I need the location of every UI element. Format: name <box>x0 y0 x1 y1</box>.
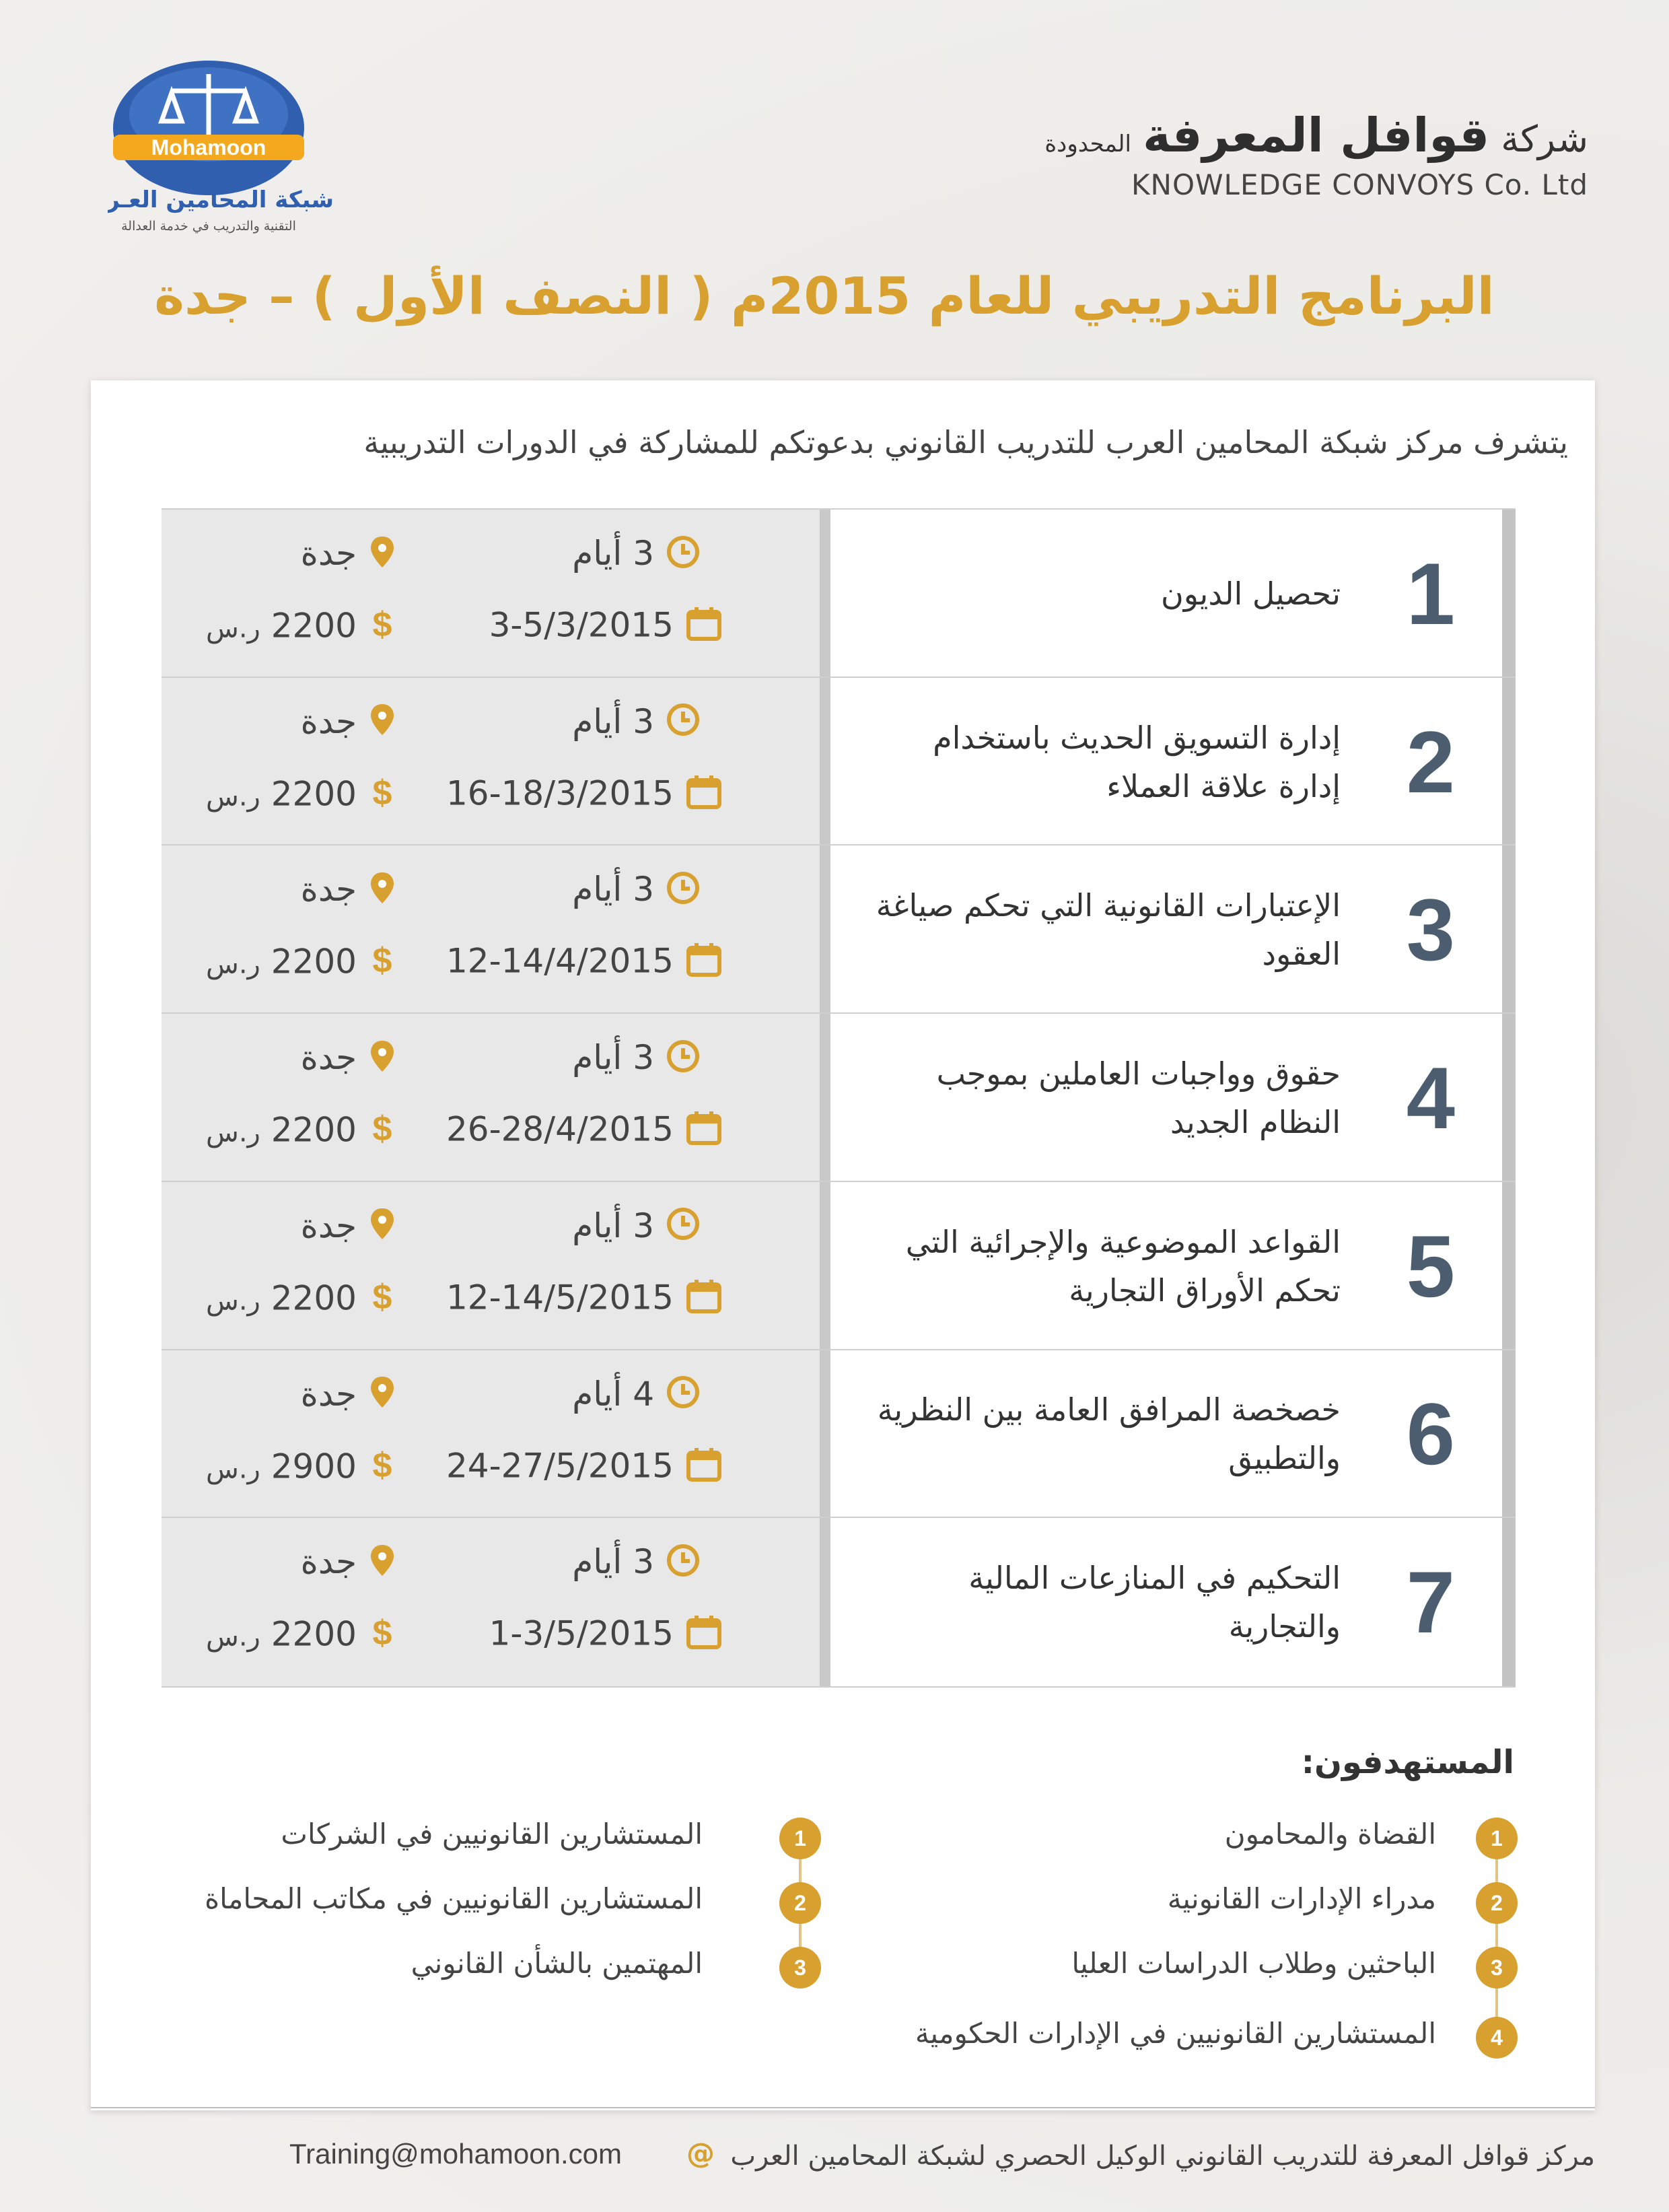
company-name: قوافل المعرفة <box>1143 108 1490 163</box>
course-number: 6 <box>1406 1385 1455 1484</box>
course-title-cell <box>830 1014 1516 1182</box>
calendar-icon <box>686 1278 722 1322</box>
course-city: جدة <box>301 1038 396 1081</box>
course-row <box>162 1012 1516 1182</box>
currency-label: ر.س <box>205 1453 260 1485</box>
course-title: حقوق وواجبات العاملين بموجب النظام الجديد <box>936 1055 1341 1140</box>
course-details-cell <box>162 510 820 678</box>
course-date: 24-27/5/2015 <box>446 1446 722 1490</box>
target-item: مدراء الإدارات القانونية <box>1167 1882 1436 1915</box>
dollar-icon <box>369 1446 396 1492</box>
clock-icon <box>666 1207 700 1249</box>
svg-text:التقنية والتدريب في خدمة العدا: التقنية والتدريب في خدمة العدالة <box>121 219 296 234</box>
program-title: البرنامج التدريبي للعام 2015م ( النصف الأول ) – جدة <box>154 266 1495 326</box>
course-row <box>162 508 1516 678</box>
course-price: $ 2200 ر.س <box>206 773 396 819</box>
course-details-cell <box>162 845 820 1014</box>
course-price: $ 2200 ر.س <box>206 941 396 987</box>
course-title-cell <box>830 1350 1516 1519</box>
column-divider <box>820 510 830 678</box>
course-details-cell <box>162 1182 820 1350</box>
course-title-cell <box>830 510 1516 678</box>
course-number: 2 <box>1406 712 1455 811</box>
currency-label: ر.س <box>205 948 260 980</box>
target-item: القضاة والمحامون <box>1224 1818 1436 1851</box>
row-edge <box>1502 510 1516 678</box>
course-title: تحصيل الديون <box>1160 575 1341 612</box>
course-row <box>162 1349 1516 1519</box>
clock-icon <box>666 871 700 913</box>
calendar-icon <box>686 1614 722 1658</box>
course-duration: 3 أيام <box>572 702 700 745</box>
course-number: 3 <box>1406 880 1455 979</box>
svg-text:Mohamoon: Mohamoon <box>151 135 267 160</box>
currency-label: ر.س <box>205 781 260 813</box>
course-details-cell <box>162 678 820 846</box>
currency-label: ر.س <box>205 1117 260 1148</box>
location-pin-icon <box>369 1544 396 1585</box>
location-pin-icon <box>369 871 396 913</box>
target-number-badge: 1 <box>1476 1818 1518 1859</box>
courses-table <box>162 508 1516 1685</box>
svg-text:$: $ <box>372 1445 392 1484</box>
row-edge <box>1502 678 1516 846</box>
course-title: القواعد الموضوعية والإجرائية التي تحكم الأوراق التجارية <box>905 1223 1341 1309</box>
dollar-icon <box>369 1109 396 1155</box>
calendar-icon <box>686 605 722 650</box>
svg-text:شبكة المحامين العـرب: شبكة المحامين العـرب <box>108 186 334 213</box>
course-duration: 3 أيام <box>572 1038 700 1081</box>
svg-text:$: $ <box>372 1614 392 1652</box>
target-item: المهتمين بالشأن القانوني <box>411 1947 703 1980</box>
course-duration: 4 أيام <box>572 1375 700 1418</box>
course-details-cell <box>162 1350 820 1519</box>
currency-label: ر.س <box>205 1285 260 1317</box>
footer-email[interactable]: Training@mohamoon.com <box>289 2138 622 2170</box>
intro-text: يتشرف مركز شبكة المحامين العرب للتدريب القانوني بدعوتكم للمشاركة في الدورات التدريبية <box>363 424 1568 460</box>
clock-icon <box>666 1544 700 1585</box>
target-item: الباحثين وطلاب الدراسات العليا <box>1071 1947 1436 1980</box>
company-name-english: KNOWLEDGE CONVOYS Co. Ltd <box>1131 168 1588 201</box>
calendar-icon <box>686 1446 722 1490</box>
course-title: التحكيم في المنازعات المالية والتجارية <box>968 1560 1341 1645</box>
column-divider <box>820 1182 830 1350</box>
dollar-icon <box>369 1278 396 1323</box>
clock-icon <box>666 535 700 577</box>
course-details-cell <box>162 1014 820 1182</box>
course-date: 1-3/5/2015 <box>489 1614 722 1658</box>
svg-text:.net: .net <box>192 162 225 183</box>
column-divider <box>820 845 830 1014</box>
column-divider <box>820 1014 830 1182</box>
course-city: جدة <box>301 1375 396 1418</box>
svg-text:$: $ <box>372 605 392 643</box>
course-price: $ 2200 ر.س <box>206 605 396 651</box>
currency-label: ر.س <box>205 1621 260 1653</box>
course-price: $ 2200 ر.س <box>206 1109 396 1155</box>
course-duration: 3 أيام <box>572 1542 700 1585</box>
targets-heading: المستهدفون: <box>1301 1743 1514 1781</box>
calendar-icon <box>686 941 722 986</box>
course-date: 12-14/5/2015 <box>446 1278 722 1322</box>
course-price: $ 2200 ر.س <box>206 1614 396 1659</box>
location-pin-icon <box>369 1207 396 1249</box>
dollar-icon <box>369 773 396 819</box>
svg-text:$: $ <box>372 773 392 811</box>
column-divider <box>820 678 830 846</box>
calendar-icon <box>686 773 722 818</box>
clock-icon <box>666 1039 700 1081</box>
course-title: الإعتبارات القانونية التي تحكم صياغة العقود <box>876 887 1341 973</box>
mohamoon-logo <box>108 54 336 242</box>
target-item: المستشارين القانونيين في الشركات <box>281 1818 703 1851</box>
course-duration: 3 أيام <box>572 534 700 577</box>
course-date: 26-28/4/2015 <box>446 1109 722 1154</box>
course-price: $ 2200 ر.س <box>206 1278 396 1323</box>
course-city: جدة <box>301 702 396 745</box>
company-name-block <box>1044 108 1588 201</box>
row-edge <box>1502 1014 1516 1182</box>
clock-icon <box>666 1375 700 1417</box>
footer-text: مركز قوافل المعرفة للتدريب القانوني الوكيل الحصري لشبكة المحامين العرب <box>730 2141 1595 2172</box>
target-item: المستشارين القانونيين في الإدارات الحكومية <box>915 2017 1436 2050</box>
at-icon: @ <box>686 2137 715 2170</box>
course-number: 4 <box>1406 1048 1455 1147</box>
course-city: جدة <box>301 870 396 913</box>
course-row <box>162 1517 1516 1688</box>
column-divider <box>820 1518 830 1686</box>
course-city: جدة <box>301 1542 396 1585</box>
target-item: المستشارين القانونيين في مكاتب المحاماة <box>205 1882 703 1915</box>
course-row <box>162 844 1516 1014</box>
row-edge <box>1502 1518 1516 1686</box>
dollar-icon <box>369 941 396 987</box>
svg-text:$: $ <box>372 1277 392 1315</box>
row-edge <box>1502 845 1516 1014</box>
course-title: إدارة التسويق الحديث باستخدام إدارة علاقة العملاء <box>933 719 1341 804</box>
course-duration: 3 أيام <box>572 870 700 913</box>
target-number-badge: 3 <box>779 1947 821 1989</box>
row-edge <box>1502 1182 1516 1350</box>
course-title-cell <box>830 1518 1516 1686</box>
course-city: جدة <box>301 1206 396 1249</box>
location-pin-icon <box>369 1039 396 1081</box>
course-title: خصخصة المرافق العامة بين النظرية والتطبيق <box>877 1391 1341 1477</box>
column-divider <box>820 1350 830 1519</box>
course-title-cell <box>830 678 1516 846</box>
svg-text:$: $ <box>372 1109 392 1148</box>
course-row <box>162 677 1516 846</box>
course-duration: 3 أيام <box>572 1206 700 1249</box>
course-number: 7 <box>1406 1553 1455 1652</box>
course-details-cell <box>162 1518 820 1686</box>
course-date: 16-18/3/2015 <box>446 773 722 818</box>
course-price: $ 2900 ر.س <box>206 1446 396 1492</box>
company-prefix: شركة <box>1501 118 1588 160</box>
calendar-icon <box>686 1109 722 1154</box>
location-pin-icon <box>369 535 396 577</box>
dollar-icon <box>369 605 396 651</box>
location-pin-icon <box>369 1375 396 1417</box>
target-number-badge: 3 <box>1476 1947 1518 1989</box>
course-date: 12-14/4/2015 <box>446 941 722 986</box>
target-number-badge: 1 <box>779 1818 821 1859</box>
course-city: جدة <box>301 534 396 577</box>
dollar-icon <box>369 1614 396 1659</box>
course-row <box>162 1181 1516 1350</box>
course-title-cell <box>830 845 1516 1014</box>
company-suffix: المحدودة <box>1044 131 1131 158</box>
target-number-badge: 4 <box>1476 2017 1518 2059</box>
course-title-cell <box>830 1182 1516 1350</box>
course-number: 5 <box>1406 1216 1455 1315</box>
currency-label: ر.س <box>205 613 260 644</box>
target-number-badge: 2 <box>779 1882 821 1924</box>
footer-divider <box>91 2107 1595 2108</box>
clock-icon <box>666 703 700 745</box>
svg-text:$: $ <box>372 941 392 979</box>
target-number-badge: 2 <box>1476 1882 1518 1924</box>
target-connector-line <box>1495 1838 1498 2037</box>
course-date: 3-5/3/2015 <box>489 605 722 650</box>
course-number: 1 <box>1406 544 1455 643</box>
row-edge <box>1502 1350 1516 1519</box>
location-pin-icon <box>369 703 396 745</box>
company-name-arabic <box>1044 108 1588 163</box>
